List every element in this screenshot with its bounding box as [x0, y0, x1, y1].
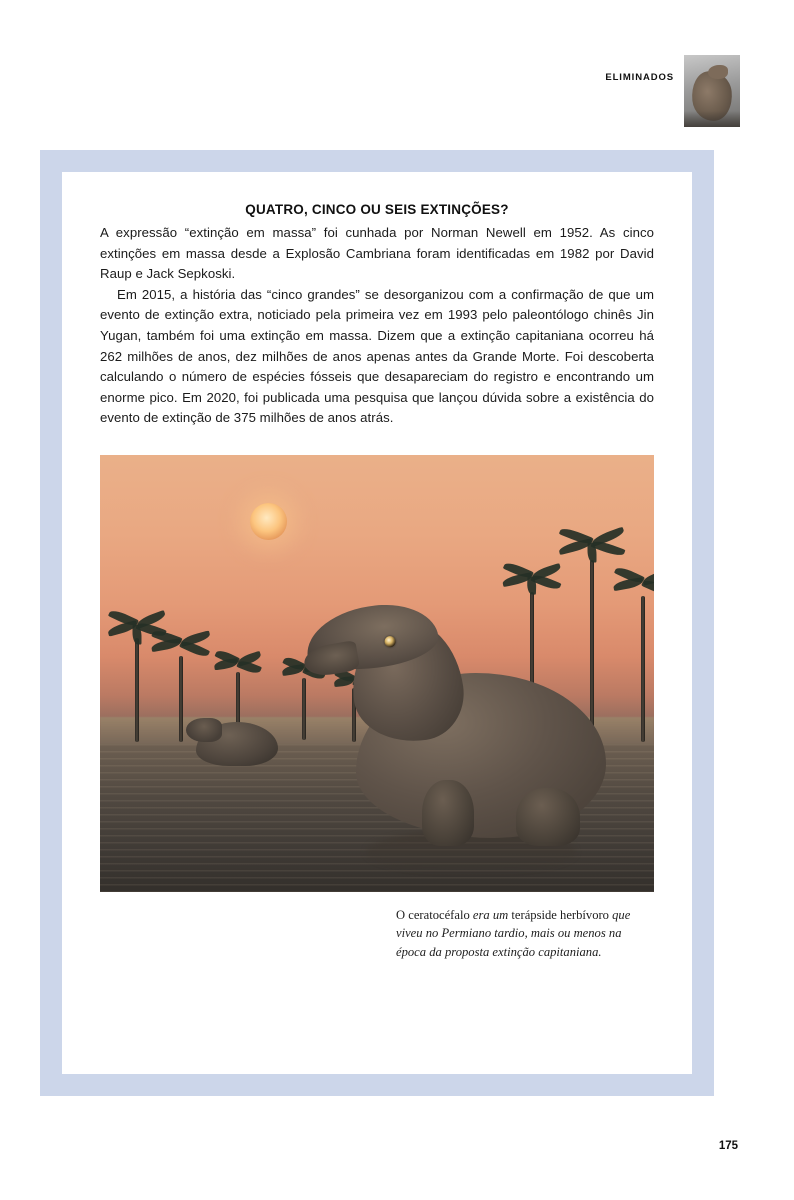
running-head-label: ELIMINADOS [605, 72, 674, 83]
therapsid-thumbnail [684, 55, 740, 127]
caption-part-4: herbívoro [560, 907, 613, 922]
caption-part-2: era um [472, 907, 512, 922]
thumbnail-creature-head [708, 65, 728, 79]
article-title: QUATRO, CINCO OU SEIS EXTINÇÕES? [245, 202, 509, 217]
figure-block [100, 455, 654, 962]
thumbnail-shadow [684, 111, 740, 127]
palm-tree [620, 572, 654, 742]
caption-part-5: que viveu no Permiano tardio, mais ou menos na época da proposta extinção capitaniana. [396, 907, 631, 959]
article-body [100, 223, 654, 429]
sun-icon [250, 503, 287, 540]
page-panel [40, 150, 714, 1096]
page-number: 175 [718, 1140, 738, 1152]
paragraph-1: A expressão “extinção em massa” foi cunhada por Norman Newell em 1952. As cinco extinções em massa desde a Explosão Cambriana foram identificadas em 1982 por David Raup e Jack Sepkoski. [100, 225, 654, 282]
main-creature [306, 588, 606, 838]
caption-part-3: terápside [511, 907, 561, 922]
paragraph-2: Em 2015, a história das “cinco grandes” se desorganizou com a confirmação de que um evento de extinção extra, noticiado pela primeira vez em 1993 pelo paleontólogo chinês Jin Yugan, também foi uma extinção em massa. Dizem que a extinção capitaniana ocorreu há 262 milhões de anos, dez milhões de anos apenas antes da Grande Morte. Foi descoberta calculando o número de espécies fósseis que desapareciam do registro e encontrando um enorme pico. Em 2020, foi publicada uma pesquisa que lançou dúvida sobre a existência do evento de extinção de 375 milhões de anos atrás. [100, 286, 654, 426]
caption-part-1: O ceratocéfalo [396, 907, 473, 922]
ceratocephalus-therapsid-illustration [100, 455, 654, 892]
figure-caption [100, 906, 654, 962]
page-content [62, 172, 692, 1074]
secondary-creature [186, 708, 282, 766]
creature-eye [384, 636, 396, 648]
page-header [605, 55, 740, 127]
